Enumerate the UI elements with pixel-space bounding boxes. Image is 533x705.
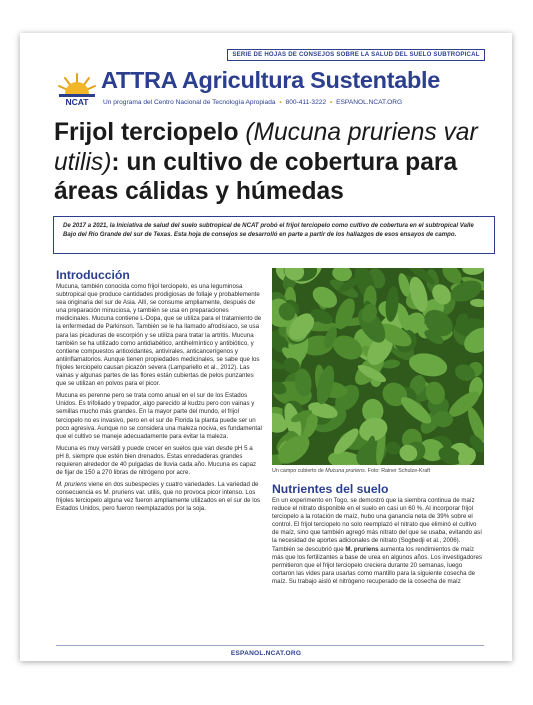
left-column — [56, 268, 262, 518]
footer-divider — [56, 645, 484, 646]
species-name-bold: M. pruriens — [345, 545, 379, 553]
title-part2: : un cultivo de cobertura para áreas cálidas y húmedas — [54, 148, 458, 205]
brand-name: Agricultura Sustentable — [181, 67, 441, 93]
title-part1: Frijol terciopelo — [54, 119, 246, 146]
caption-pre: Un campo cubierto de — [272, 468, 326, 474]
paragraph-text: aumenta los rendimientos de maíz más que los fertilizantes a base de urea en algunos años. Los investigadores permitieron que el frijol terciopelo creciera durante 20 semanas, luego cortaron las vides para usarlas como mantillo para la siguiente cosecha de maíz. Su trabajo aisló el nitrógeno recuperado de la cosecha de maíz — [272, 545, 482, 585]
paragraph: Mucuna, también conocida como frijol terciopelo, es una leguminosa subtropical que produce cantidades prodigiosas de follaje y probablemente sea originaria del sur de Asia. Allí, se consume ampliamente, después de una preparación minuciosa, y también se usa en preparaciones medicinales. Mucuna contiene L-Dopa, que se utiliza para el tratamiento de la enfermedad de Parkinson. También se le ha llamado afrodisíaco, se usa para las picaduras de escorpión y se utiliza para tratar la artritis. Mucuna también se ha utilizado como antidiabético, antihelmíntico y antibiótico, y contiene compuestos antioxidantes, antivirales, anticancerígenos y antiinflamatorios. Aunque tienen propiedades medicinales, se sabe que los frijoles terciopelo causan picazón severa (Lampariello et al., 2012). Las vainas y algunas partes de las flores están cubiertas de pelos punzantes que se utilizan en polvos para el picor. — [56, 283, 262, 388]
brand-attra: ATTRA — [101, 67, 177, 93]
paragraph: Mucuna es perenne pero se trata como anual en el sur de los Estados Unidos. Es trifoliado y trepador, algo parecido al kudzu pero con vainas y semillas mucho más grandes. En la mayor parte del mundo, el frijol terciopelo no es invasivo, pero en el sur de Florida la planta puede ser un poco agresiva. Aunque no se considera una maleza nociva, es fundamental que el cultivo se maneje adecuadamente para evitar la maleza. — [56, 392, 262, 440]
brand-site: ESPANOL.NCAT.ORG — [336, 99, 403, 106]
leaf-canopy-image — [272, 268, 484, 465]
attra-sun-logo-icon — [57, 70, 97, 100]
caption-species: Mucuna pruriens — [325, 468, 365, 474]
paragraph — [56, 481, 262, 513]
brand-phone: 800-411-3222 — [285, 99, 327, 106]
paragraph: Mucuna es muy versátil y puede crecer en suelos que van desde pH 5 a pH 8, siempre que estén bien drenados. Estas enredaderas grandes requieren alrededor de 40 pulgadas de lluvia cada año. Mucuna es capaz de fijar de 150 a 270 libras de nitrógeno por acre. — [56, 444, 257, 477]
paragraph-text: viene en dos subespecies y cuatro variedades. La variedad de consecuencia es M. pruriens var. utilis, que no provoca picor intenso. Los frijoles terciopelo alguna vez fueron ampliamente utilizados en el sur de los Estados Unidos, pero fueron reemplazados por la soja. — [56, 481, 261, 513]
brand-program: Un programa del Centro Nacional de Tecnología Apropiada — [103, 99, 276, 106]
brand-title — [101, 67, 501, 97]
separator-dot-icon: • — [279, 99, 282, 106]
paragraph-text: En un experimento en Togo, se demostró que la siembra continua de maíz reduce el nitrato disponible en el suelo en casi un 60 %. Al incorporar frijol terciopelo a la rotación de maíz, hubo una ganancia neta de 39% sobre el control. El frijol terciopelo no solo reemplazó el nitrato que eliminó el cultivo de maíz, sino que también agregó más nitrato del que se usaba, evitando así la necesidad de aportes adicionales de nitrato (Sogbedji et al., 2006). También se descubrió que — [272, 497, 482, 553]
title-italic: (Mucuna pruriens var utilis) — [54, 119, 478, 176]
ncat-logo-label: NCAT — [65, 97, 89, 107]
series-tag: SERIE DE HOJAS DE CONSEJOS SOBRE LA SALUD DEL SUELO SUBTROPICAL — [227, 49, 485, 61]
mucuna-field-photo — [272, 268, 484, 465]
intro-box — [53, 216, 495, 254]
section-heading-nutrientes: Nutrientes del suelo — [272, 482, 389, 496]
caption-post: . Foto: Rainer Schulze-Kraft — [364, 468, 431, 474]
paragraph — [272, 497, 484, 586]
intro-text: De 2017 a 2021, la Iniciativa de salud del suelo subtropical de NCAT probó el frijol terciopelo como cultivo de cobertura en el subtropical Valle Bajo del Río Grande del sur de Texas. Esta hoja de consejos se desarrolló en parte a partir de los hallazgos de esos ensayos de campo. — [63, 222, 474, 238]
species-name: M. pruriens — [56, 481, 87, 489]
document-title — [54, 118, 514, 207]
footer-url[interactable]: ESPANOL.NCAT.ORG — [230, 650, 302, 657]
section-heading-introduccion: Introducción — [56, 268, 130, 282]
photo-caption — [272, 468, 484, 475]
document-page — [20, 33, 512, 661]
brand-subline — [103, 99, 503, 106]
right-column — [272, 268, 484, 590]
separator-dot-icon: • — [329, 99, 333, 106]
